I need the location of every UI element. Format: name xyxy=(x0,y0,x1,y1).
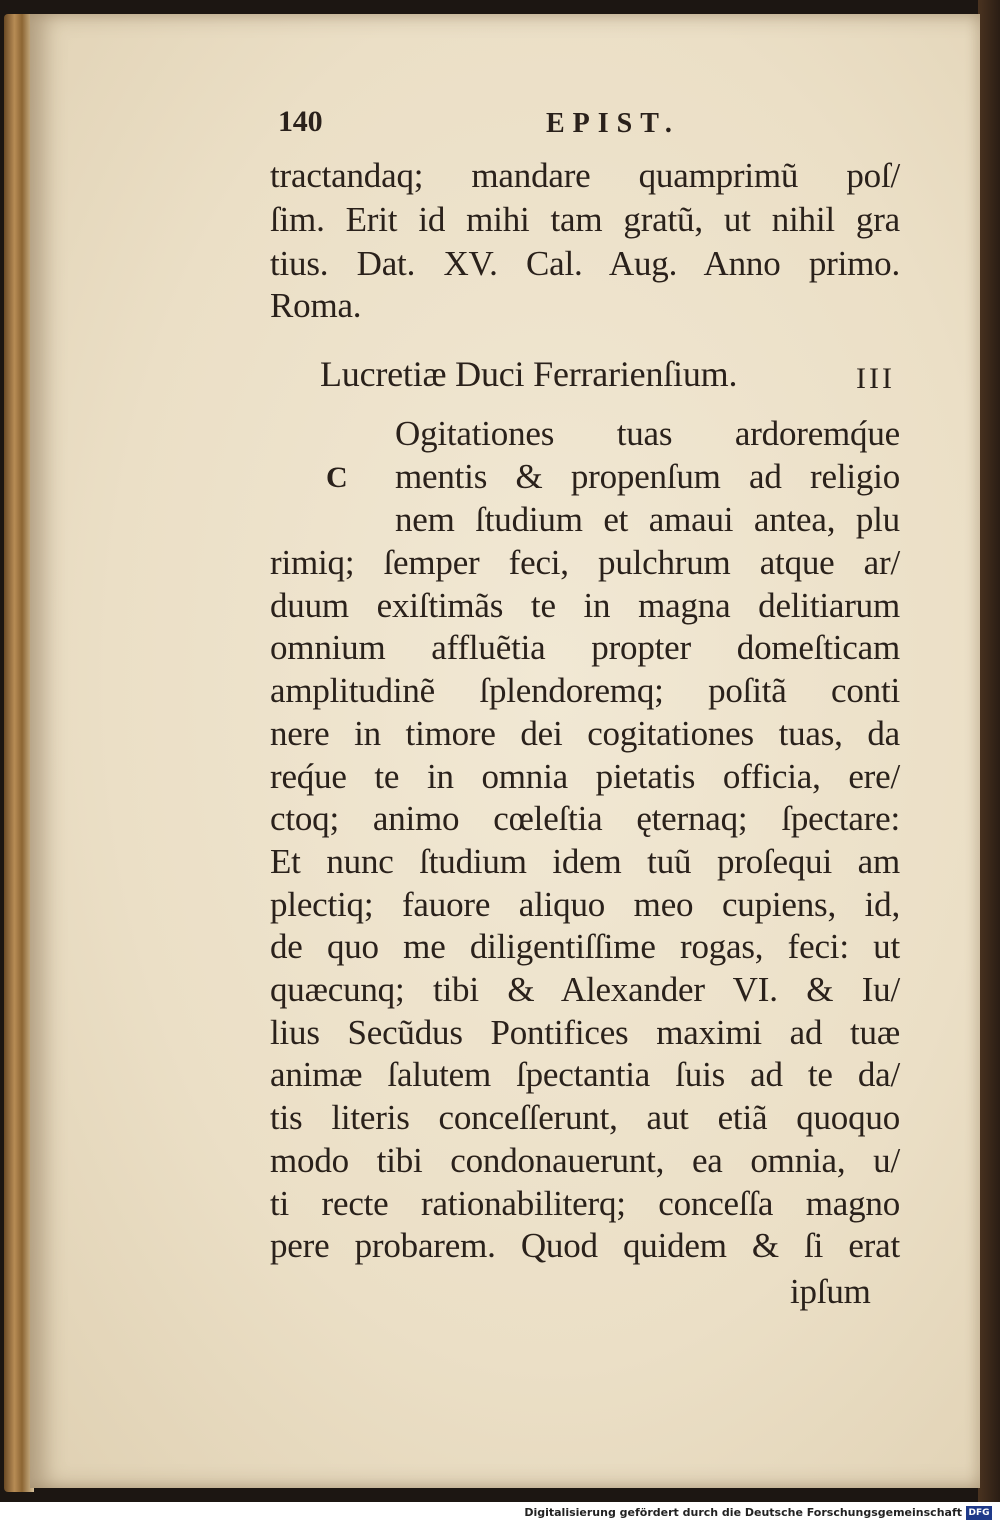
letter-line: tis literis conceſſerunt, aut etiã quoquo xyxy=(270,1098,900,1138)
letter-line: lius Secũdus Pontifices maximi ad tuæ xyxy=(270,1012,900,1052)
continued-line: ſim. Erit id mihi tam gratũ, ut nihil gra xyxy=(270,200,900,239)
drop-capital: C xyxy=(326,461,348,494)
letter-line: pere probarem. Quod quidem & ſi erat xyxy=(270,1226,900,1266)
footer-credit: Digitalisierung gefördert durch die Deutsche Forschungsgemeinschaft xyxy=(524,1506,962,1519)
letter-line: amplitudinẽ ſplendoremq; poſitã conti xyxy=(270,671,900,711)
letter-line: animæ ſalutem ſpectantia ſuis ad te da/ xyxy=(270,1055,900,1095)
letter-line: nere in timore dei cogitationes tuas, da xyxy=(270,713,900,753)
letter-line: duum exiſtimãs te in magna delitiarum xyxy=(270,585,900,625)
letter-line: quæcunq; tibi & Alexander VI. & Iu/ xyxy=(270,970,900,1009)
page-text xyxy=(30,14,980,1488)
continued-line: tius. Dat. XV. Cal. Aug. Anno primo. xyxy=(270,244,900,283)
catchword: ipſum xyxy=(790,1272,871,1311)
letter-line: omnium affluẽtia propter domeſticam xyxy=(270,628,900,668)
letter-number: III xyxy=(856,362,895,395)
letter-line: Et nunc ſtudium idem tuũ proſequi am xyxy=(270,841,900,881)
letter-line: mentis & propenſum ad religio xyxy=(395,457,900,496)
continued-line: tractandaq; mandare quamprimũ poſ/ xyxy=(270,156,900,195)
letter-heading: Lucretiæ Duci Ferrarienſium. xyxy=(320,354,738,394)
letter-line: nem ſtudium et amaui antea, plu xyxy=(395,500,900,539)
continued-line: Roma. xyxy=(270,286,362,325)
book-page xyxy=(30,14,980,1488)
letter-line: ctoq; animo cœleſtia ęternaq; ſpectare: xyxy=(270,799,900,839)
page-number: 140 xyxy=(278,105,323,138)
book-right-edge xyxy=(978,0,1000,1502)
letter-line: req́ue te in omnia pietatis officia, ere/ xyxy=(270,756,900,796)
letter-line: modo tibi condonauerunt, ea omnia, u/ xyxy=(270,1140,900,1180)
dfg-logo: DFG xyxy=(966,1506,992,1520)
letter-line: ti recte rationabiliterq; conceſſa magno xyxy=(270,1183,900,1223)
letter-line: rimiq; ſemper feci, pulchrum atque ar/ xyxy=(270,543,900,582)
letter-line: Ogitationes tuas ardoremq́ue xyxy=(395,414,900,453)
letter-line: plectiq; fauore aliquo meo cupiens, id, xyxy=(270,884,900,924)
running-head: EPIST. xyxy=(546,108,680,139)
letter-line: de quo me diligentiſſime rogas, feci: ut xyxy=(270,927,900,967)
footer xyxy=(0,1502,1000,1524)
